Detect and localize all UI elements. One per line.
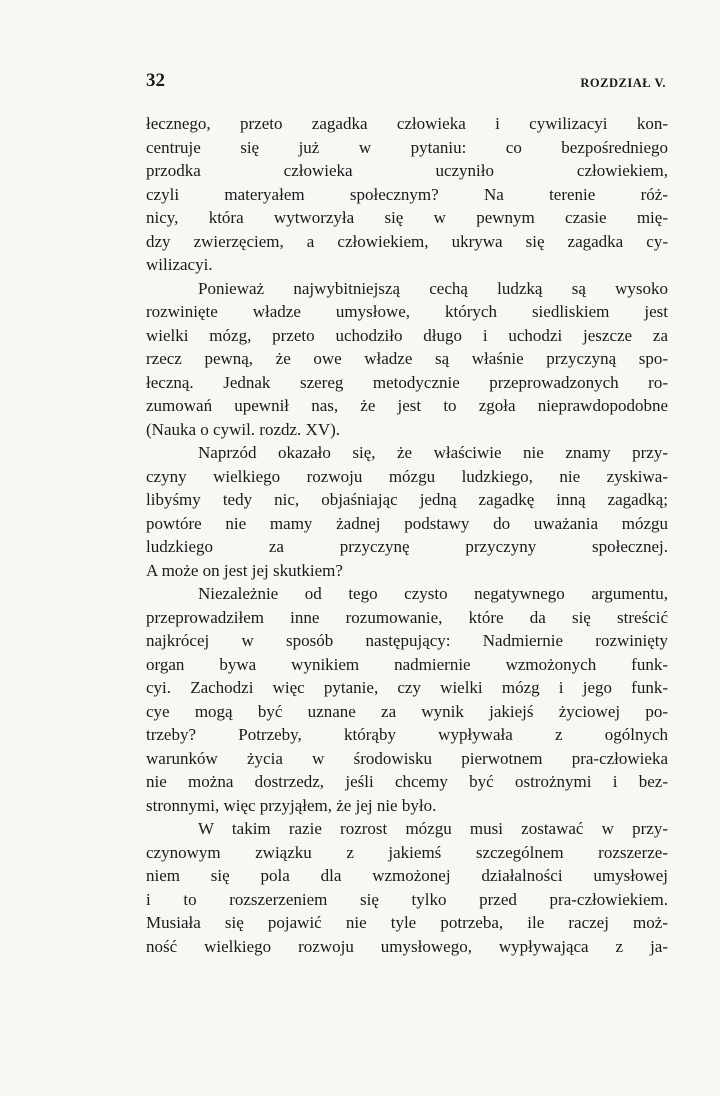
text-line: Musiała się pojawić nie tyle potrzeba, ile raczej moż- [146, 913, 668, 932]
text-line: Ponieważ najwybitniejszą cechą ludzką są wysoko [198, 278, 668, 298]
running-head: ROZDZIAŁ V. [580, 76, 666, 90]
text-line: warunków życia w środowisku pierwotnem pra-człowieka [146, 748, 668, 768]
text-line: (Nauka o cywil. rozdz. XV). [146, 419, 341, 439]
text-line: powtóre nie mamy żadnej podstawy do uważania mózgu [146, 513, 668, 533]
text-line: Niezależnie od tego czysto negatywnego argumentu, [198, 584, 668, 603]
text-line: zumowań upewnił nas, że jest to zgoła nieprawdopodobne [146, 396, 668, 415]
text-line: cyi. Zachodzi więc pytanie, czy wielki mózg i jego funk- [146, 678, 668, 697]
text-line: wilizacyi. [146, 255, 213, 274]
body-text [146, 112, 668, 958]
text-line: libyśmy tedy nic, objaśniając jedną zagadkę inną zagadką; [146, 490, 668, 509]
text-line: ludzkiego za przyczynę przyczyny społecznej. [146, 537, 668, 556]
text-line: czyny wielkiego rozwoju mózgu ludzkiego, nie zyskiwa- [146, 466, 668, 486]
text-line: czynowym związku z jakiemś szczególnem rozszerze- [146, 842, 668, 862]
text-line: stronnymi, więc przyjąłem, że jej nie było. [146, 795, 437, 815]
text-line: organ bywa wynikiem nadmiernie wzmożonych funk- [146, 654, 668, 674]
text-line: najkrócej w sposób następujący: Nadmiernie rozwinięty [146, 631, 668, 650]
text-line: nie można dostrzedz, jeśli chcemy być ostrożnymi i bez- [146, 772, 668, 791]
text-line: nicy, która wytworzyła się w pewnym czasie mię- [146, 208, 668, 227]
text-line: centruje się już w pytaniu: co bezpośredniego [146, 137, 668, 157]
text-line: i to rozszerzeniem się tylko przed pra-człowiekiem. [146, 889, 668, 909]
text-line: trzeby? Potrzeby, którąby wypływała z ogólnych [146, 725, 668, 744]
page-header [146, 70, 666, 94]
text-line: A może on jest jej skutkiem? [146, 560, 343, 580]
text-line: W takim razie rozrost mózgu musi zostawać w przy- [198, 819, 668, 838]
page-number: 32 [146, 70, 165, 91]
text-line: dzy zwierzęciem, a człowiekiem, ukrywa się zagadka cy- [146, 231, 668, 251]
text-line: czyli materyałem społecznym? Na terenie róż- [146, 184, 668, 204]
text-line: wielki mózg, przeto uchodziło długo i uchodzi jeszcze za [146, 325, 668, 345]
text-line: przodka człowieka uczyniło człowiekiem, [146, 161, 668, 180]
text-line: rozwinięte władze umysłowe, których siedliskiem jest [146, 302, 668, 321]
text-line: rzecz pewną, że owe władze są właśnie przyczyną spo- [146, 349, 668, 368]
text-line: cye mogą być uznane za wynik jakiejś życiowej po- [146, 701, 668, 721]
text-line: łeczną. Jednak szereg metodycznie przeprowadzonych ro- [146, 372, 668, 392]
text-line: przeprowadziłem inne rozumowanie, które da się streścić [146, 607, 668, 627]
text-line: Naprzód okazało się, że właściwie nie znamy przy- [198, 443, 668, 462]
text-line: niem się pola dla wzmożonej działalności umysłowej [146, 866, 668, 885]
text-line: ność wielkiego rozwoju umysłowego, wypływająca z ja- [146, 936, 668, 956]
text-line: łecznego, przeto zagadka człowieka i cywilizacyi kon- [146, 114, 668, 133]
